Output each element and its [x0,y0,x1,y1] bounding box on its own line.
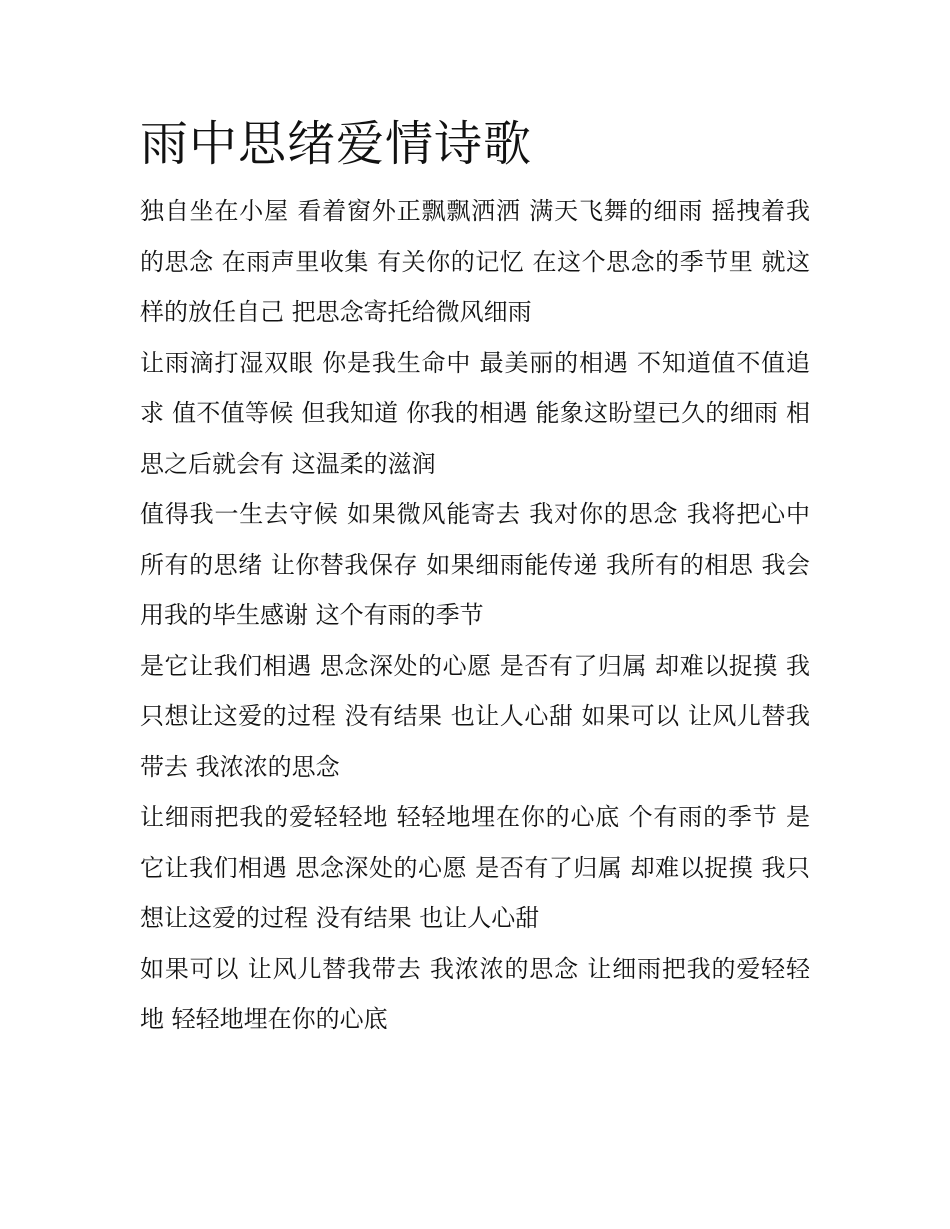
poem-paragraph-5: 让细雨把我的爱轻轻地 轻轻地埋在你的心底 个有雨的季节 是它让我们相遇 思念深处的心愿 是否有了归属 却难以捉摸 我只想让这爱的过程 没有结果 也让人心甜 [140,803,810,932]
poem-body [140,186,810,1045]
poem-paragraph-1: 独自坐在小屋 看着窗外正飘飘洒洒 满天飞舞的细雨 摇拽着我的思念 在雨声里收集 有关你的记忆 在这个思念的季节里 就这样的放任自己 把思念寄托给微风细雨 [140,197,810,326]
document-page [140,112,810,1045]
document-title: 雨中思绪爱情诗歌 [140,116,533,172]
poem-paragraph-4: 是它让我们相遇 思念深处的心愿 是否有了归属 却难以捉摸 我只想让这爱的过程 没有结果 也让人心甜 如果可以 让风儿替我带去 我浓浓的思念 [140,651,810,781]
poem-paragraph-6: 如果可以 让风儿替我带去 我浓浓的思念 让细雨把我的爱轻轻地 轻轻地埋在你的心底 [140,954,810,1033]
poem-paragraph-2: 让雨滴打湿双眼 你是我生命中 最美丽的相遇 不知道值不值追求 值不值等候 但我知道 你我的相遇 能象这盼望已久的细雨 相思之后就会有 这温柔的滋润 [140,348,810,478]
poem-paragraph-3: 值得我一生去守候 如果微风能寄去 我对你的思念 我将把心中所有的思绪 让你替我保存 如果细雨能传递 我所有的相思 我会用我的毕生感谢 这个有雨的季节 [140,500,810,629]
